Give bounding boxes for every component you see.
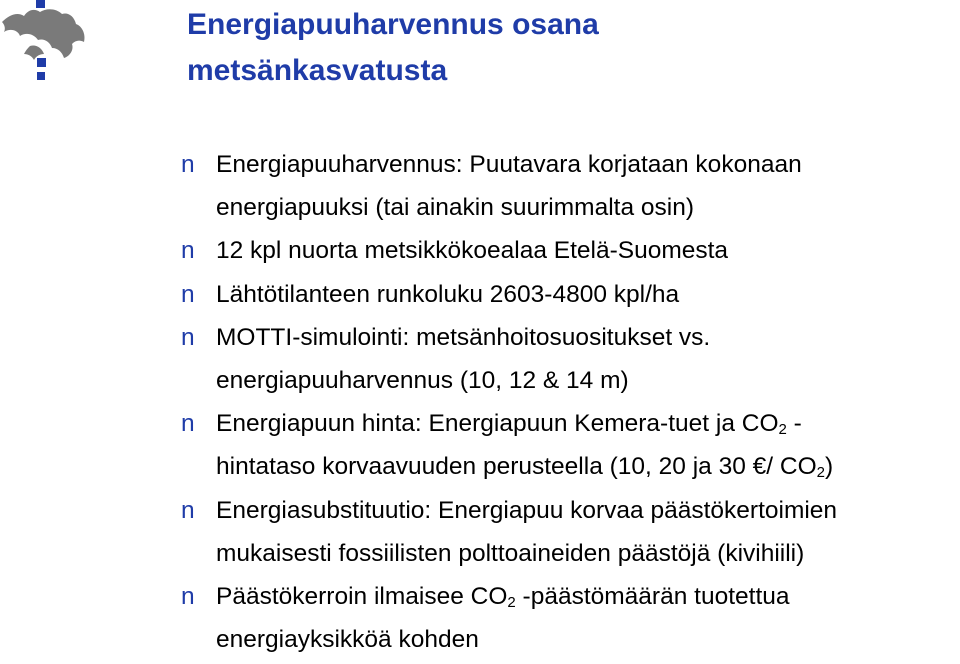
bullet-text-line: mukaisesti fossiilisten polttoaineiden päästöjä (kivihiili) bbox=[216, 539, 805, 567]
bullet-list bbox=[181, 143, 956, 661]
bullet-text-line: 12 kpl nuorta metsikkökoealaa Etelä-Suomesta bbox=[216, 237, 729, 265]
logo-blue-square bbox=[37, 72, 45, 80]
logo-blue-square bbox=[36, 0, 45, 8]
bullet-item bbox=[181, 143, 956, 229]
bullet-item bbox=[181, 273, 956, 316]
bullet-item bbox=[181, 489, 956, 575]
bullet-marker-icon: n bbox=[181, 280, 195, 308]
bullet-text-line bbox=[216, 445, 956, 488]
bullet-text-line bbox=[216, 402, 956, 445]
bullet-item bbox=[181, 402, 956, 488]
logo-blue-square bbox=[37, 58, 46, 67]
bullet-text-line bbox=[216, 575, 956, 618]
bullet-text: Päästökerroin ilmaisee CO bbox=[216, 583, 508, 611]
bullet-item bbox=[181, 575, 956, 661]
bullet-text-line: energiapuuksi (tai ainakin suurimmalta osin) bbox=[216, 194, 694, 222]
bullet-text: Energiapuun hinta: Energiapuun Kemera-tuet ja CO bbox=[216, 410, 779, 438]
subscript: 2 bbox=[816, 464, 825, 482]
bullet-text-line: energiayksikköä kohden bbox=[216, 626, 479, 654]
bullet-text: - bbox=[786, 410, 802, 438]
bullet-text-line: energiapuuharvennus (10, 12 & 14 m) bbox=[216, 367, 629, 395]
slide-title-line1: Energiapuuharvennus osana bbox=[187, 8, 599, 41]
logo-flame-tail bbox=[24, 45, 44, 60]
bullet-item bbox=[181, 229, 956, 272]
bullet-text-line: Energiasubstituutio: Energiapuu korvaa päästökertoimien bbox=[216, 496, 838, 524]
slide-title bbox=[187, 2, 887, 94]
slide-title-line2: metsänkasvatusta bbox=[187, 54, 448, 87]
bullet-marker-icon: n bbox=[181, 151, 195, 178]
university-logo bbox=[0, 0, 92, 82]
bullet-marker-icon: n bbox=[181, 410, 195, 438]
bullet-marker-icon: n bbox=[181, 237, 195, 265]
bullet-text: hintataso korvaavuuden perusteella (10, 20 ja 30 €/ CO bbox=[216, 453, 817, 481]
bullet-text: ) bbox=[824, 453, 834, 481]
bullet-marker-icon: n bbox=[181, 323, 195, 351]
bullet-text: -päästömäärän tuotettua bbox=[515, 583, 790, 611]
bullet-text-line: MOTTI-simulointi: metsänhoitosuositukset vs. bbox=[216, 323, 711, 351]
bullet-text-line: Energiapuuharvennus: Puutavara korjataan kokonaan bbox=[216, 151, 802, 178]
bullet-marker-icon: n bbox=[181, 496, 195, 524]
bullet-marker-icon: n bbox=[181, 583, 195, 611]
logo-flame-shape bbox=[2, 9, 85, 58]
subscript: 2 bbox=[778, 421, 787, 439]
subscript: 2 bbox=[507, 594, 516, 612]
bullet-item bbox=[181, 316, 956, 402]
bullet-text-line: Lähtötilanteen runkoluku 2603-4800 kpl/ha bbox=[216, 280, 680, 308]
